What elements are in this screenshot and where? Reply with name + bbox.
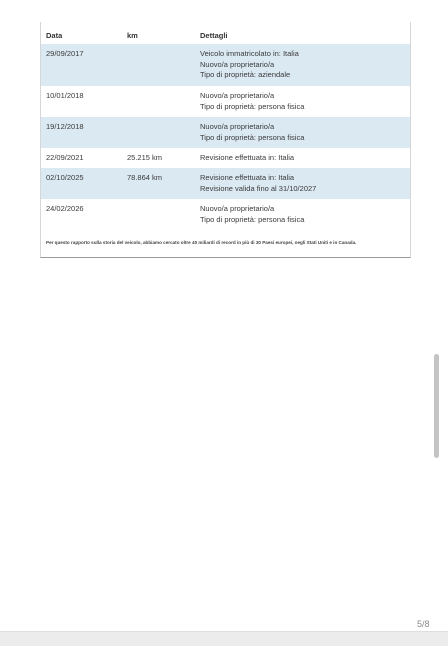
row-details xyxy=(200,204,304,225)
detail-line: Revisione effettuata in: Italia xyxy=(200,173,295,182)
detail-line: Tipo di proprietà: aziendale xyxy=(200,70,291,79)
table-row xyxy=(41,44,410,86)
table-row xyxy=(41,168,410,199)
row-km: 25.215 km xyxy=(127,153,163,162)
detail-line: Tipo di proprietà: persona fisica xyxy=(200,214,305,224)
detail-line: Tipo di proprietà: persona fisica xyxy=(200,101,305,111)
row-date: 24/02/2026 xyxy=(46,204,84,213)
table-header xyxy=(41,22,410,45)
detail-line: Veicolo immatricolato in: Italia xyxy=(200,49,299,58)
detail-line: Revisione effettuata in: Italia xyxy=(200,153,295,162)
table-row xyxy=(41,199,410,231)
detail-line: Nuovo/a proprietario/a xyxy=(200,91,275,100)
header-km: km xyxy=(127,31,138,40)
table-row xyxy=(41,86,410,117)
row-details xyxy=(200,173,316,194)
page-indicator: 5/8 xyxy=(417,619,430,629)
row-details xyxy=(200,153,294,164)
report-page xyxy=(40,22,411,258)
row-details xyxy=(200,122,304,143)
header-details: Dettagli xyxy=(200,31,228,40)
header-date: Data xyxy=(46,31,63,40)
detail-line: Revisione valida fino al 31/10/2027 xyxy=(200,183,317,193)
row-date: 10/01/2018 xyxy=(46,91,84,100)
search-footnote: Per questo rapporto sulla storia del veicolo, abbiamo cercato oltre 40 miliardi di record in più di 30 Paesi europei, negli Stati Uniti e in Canada. xyxy=(46,240,357,245)
row-date: 02/10/2025 xyxy=(46,173,84,182)
table-row xyxy=(41,117,410,148)
row-km: 78.864 km xyxy=(127,173,163,182)
row-details xyxy=(200,49,299,81)
row-date: 29/09/2017 xyxy=(46,49,84,58)
detail-line: Nuovo/a proprietario/a xyxy=(200,59,275,69)
table-row xyxy=(41,148,410,168)
vertical-scrollbar-thumb[interactable] xyxy=(434,354,439,458)
detail-line: Nuovo/a proprietario/a xyxy=(200,122,275,131)
detail-line: Nuovo/a proprietario/a xyxy=(200,204,275,213)
row-details xyxy=(200,91,304,112)
row-date: 19/12/2018 xyxy=(46,122,84,131)
detail-line: Tipo di proprietà: persona fisica xyxy=(200,132,305,142)
viewer-bottom-bar xyxy=(0,631,448,646)
row-date: 22/09/2021 xyxy=(46,153,84,162)
